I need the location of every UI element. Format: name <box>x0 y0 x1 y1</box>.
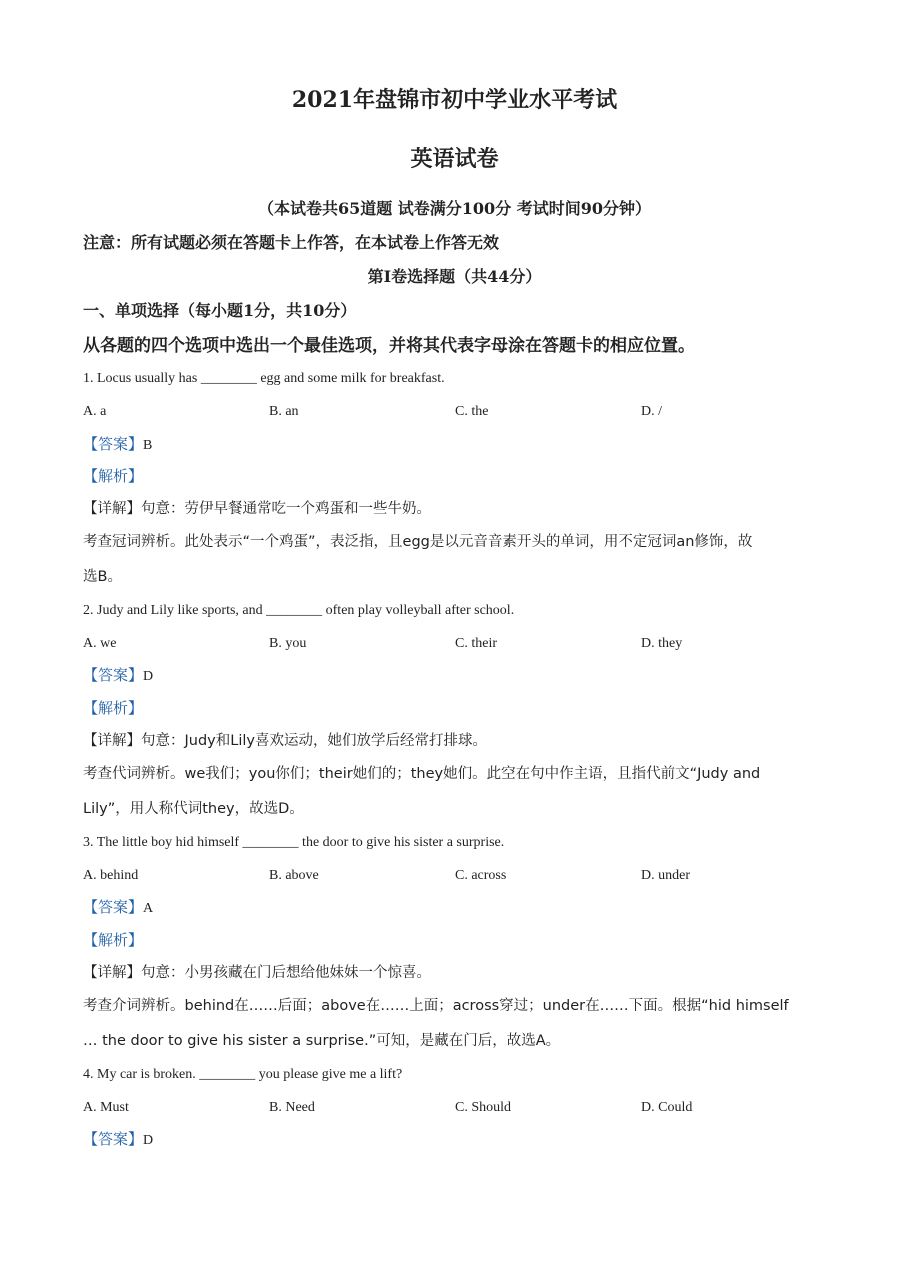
answer-value: D <box>143 669 154 684</box>
answer-label: 【答案】 <box>83 898 144 916</box>
exam-notice: 注意：所有试题必须在答题卡上作答，在本试卷上作答无效 <box>83 233 500 252</box>
option-c: C. the <box>455 404 489 419</box>
analysis-label: 【解析】 <box>83 931 144 949</box>
answer-value: A <box>143 901 154 916</box>
question-stem: 4. My car is broken. ________ you please give me a lift? <box>83 1067 403 1082</box>
explain-line: Lily”，用人称代词they，故选D。 <box>83 801 304 817</box>
detail-text: 句意：劳伊早餐通常吃一个鸡蛋和一些牛奶。 <box>141 501 431 517</box>
answer-label: 【答案】 <box>83 435 144 453</box>
detail-text: 句意：Judy和Lily喜欢运动，她们放学后经常打排球。 <box>141 733 487 749</box>
option-d: D. they <box>641 636 683 651</box>
detail-row <box>83 966 431 981</box>
part-heading: 第I卷选择题（共44分） <box>367 267 542 286</box>
option-b: B. above <box>269 868 319 883</box>
option-d: D. under <box>641 868 690 883</box>
answer-row <box>83 668 153 684</box>
option-c: C. Should <box>455 1100 512 1115</box>
analysis-label: 【解析】 <box>83 467 144 485</box>
detail-label: 【详解】 <box>83 733 141 749</box>
detail-row <box>83 734 487 749</box>
option-c: C. their <box>455 636 497 651</box>
explain-line: 考查代词辨析。we我们；you你们；their她们的；they她们。此空在句中作主语，且指代前文“Judy and <box>83 766 761 782</box>
exam-subject: 英语试卷 <box>410 146 499 172</box>
explain-line: 考查介词辨析。behind在……后面；above在……上面；across穿过；under在……下面。根据“hid himself <box>83 998 789 1014</box>
answer-value: D <box>143 1133 154 1148</box>
exam-info: （本试卷共65道题 试卷满分100分 考试时间90分钟） <box>257 199 652 218</box>
answer-row <box>83 1132 153 1148</box>
section-heading: 一、单项选择（每小题1分，共10分） <box>83 301 357 320</box>
question-stem: 1. Locus usually has ________ egg and some milk for breakfast. <box>83 371 445 386</box>
option-b: B. you <box>269 636 307 651</box>
option-a: A. Must <box>83 1100 129 1115</box>
exam-title: 2021年盘锦市初中学业水平考试 <box>291 87 618 113</box>
option-b: B. Need <box>269 1100 315 1115</box>
question-stem: 2. Judy and Lily like sports, and ________ often play volleyball after school. <box>83 603 515 618</box>
answer-label: 【答案】 <box>83 666 144 684</box>
answer-row <box>83 437 152 453</box>
explain-line: … the door to give his sister a surprise.”可知，是藏在门后，故选A。 <box>83 1033 561 1049</box>
explain-line: 考查冠词辨析。此处表示“一个鸡蛋”，表泛指，且egg是以元音音素开头的单词，用不定冠词an修饰，故 <box>83 534 753 550</box>
detail-row <box>83 502 431 517</box>
answer-label: 【答案】 <box>83 1130 144 1148</box>
answer-value: B <box>143 438 153 453</box>
option-a: A. a <box>83 404 107 419</box>
option-b: B. an <box>269 404 299 419</box>
section-instruction: 从各题的四个选项中选出一个最佳选项，并将其代表字母涂在答题卡的相应位置。 <box>83 336 695 356</box>
option-a: A. we <box>83 636 117 651</box>
answer-row <box>83 900 153 916</box>
option-c: C. across <box>455 868 507 883</box>
detail-label: 【详解】 <box>83 501 141 517</box>
option-a: A. behind <box>83 868 139 883</box>
detail-label: 【详解】 <box>83 965 141 981</box>
explain-line: 选B。 <box>83 569 122 585</box>
option-d: D. Could <box>641 1100 693 1115</box>
question-stem: 3. The little boy hid himself ________ the door to give his sister a surprise. <box>83 835 505 850</box>
detail-text: 句意：小男孩藏在门后想给他妹妹一个惊喜。 <box>141 965 431 981</box>
option-d: D. / <box>641 404 662 419</box>
analysis-label: 【解析】 <box>83 699 144 717</box>
